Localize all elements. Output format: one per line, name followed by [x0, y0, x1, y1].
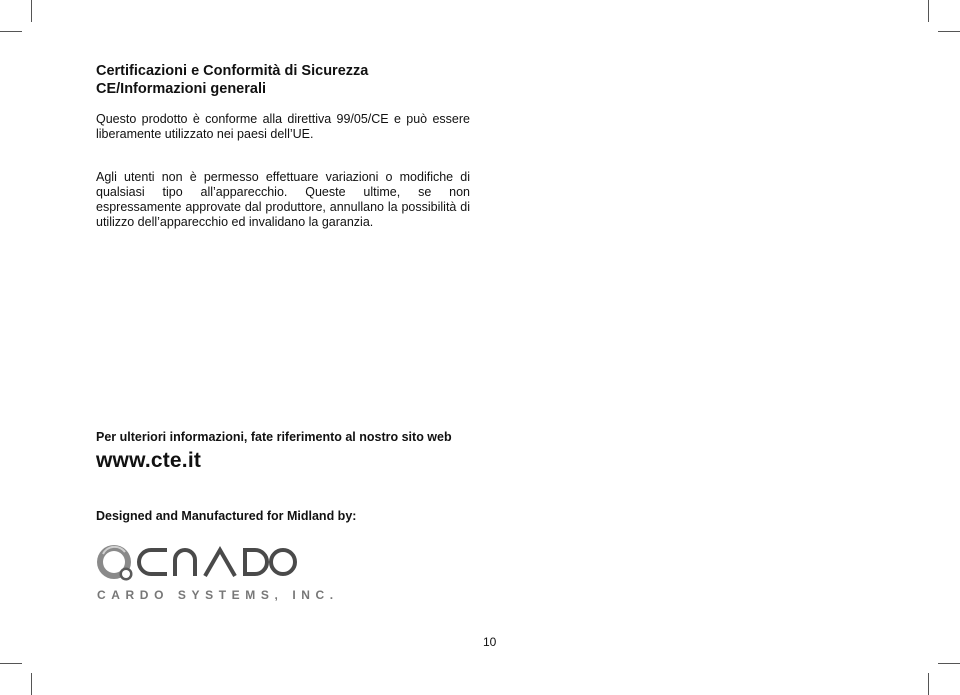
crop-mark [31, 673, 32, 695]
crop-mark [938, 31, 960, 32]
page-number: 10 [483, 635, 497, 649]
cardo-wordmark [139, 550, 295, 576]
designed-by-text: Designed and Manufactured for Midland by: [96, 509, 357, 523]
crop-mark [928, 0, 929, 22]
cardo-systems-label: CARDO SYSTEMS, INC. [97, 588, 339, 602]
heading-line-2: CE/Informazioni generali [96, 81, 266, 97]
heading-line-1: Certificazioni e Conformità di Sicurezza [96, 63, 369, 79]
modifications-paragraph: Agli utenti non è permesso effettuare variazioni o modifiche di qualsiasi tipo all’apparecchio. Queste ultime, se non espressamente approvate dal produttore, annullano la possibilità di utilizzo dell’apparecchio ed invalidano la garanzia. [96, 170, 470, 229]
conformity-paragraph: Questo prodotto è conforme alla direttiva 99/05/CE e può essere liberamente utilizzato nei paesi dell’UE. [96, 112, 470, 141]
crop-mark [938, 663, 960, 664]
cardo-emblem-icon [97, 545, 133, 581]
cardo-logo [95, 540, 305, 590]
crop-mark [928, 673, 929, 695]
crop-mark [31, 0, 32, 22]
heading [96, 62, 470, 98]
crop-mark [0, 31, 22, 32]
crop-mark [0, 663, 22, 664]
website-link[interactable]: www.cte.it [96, 449, 202, 472]
more-info-text: Per ulteriori informazioni, fate riferimento al nostro sito web [96, 430, 452, 444]
